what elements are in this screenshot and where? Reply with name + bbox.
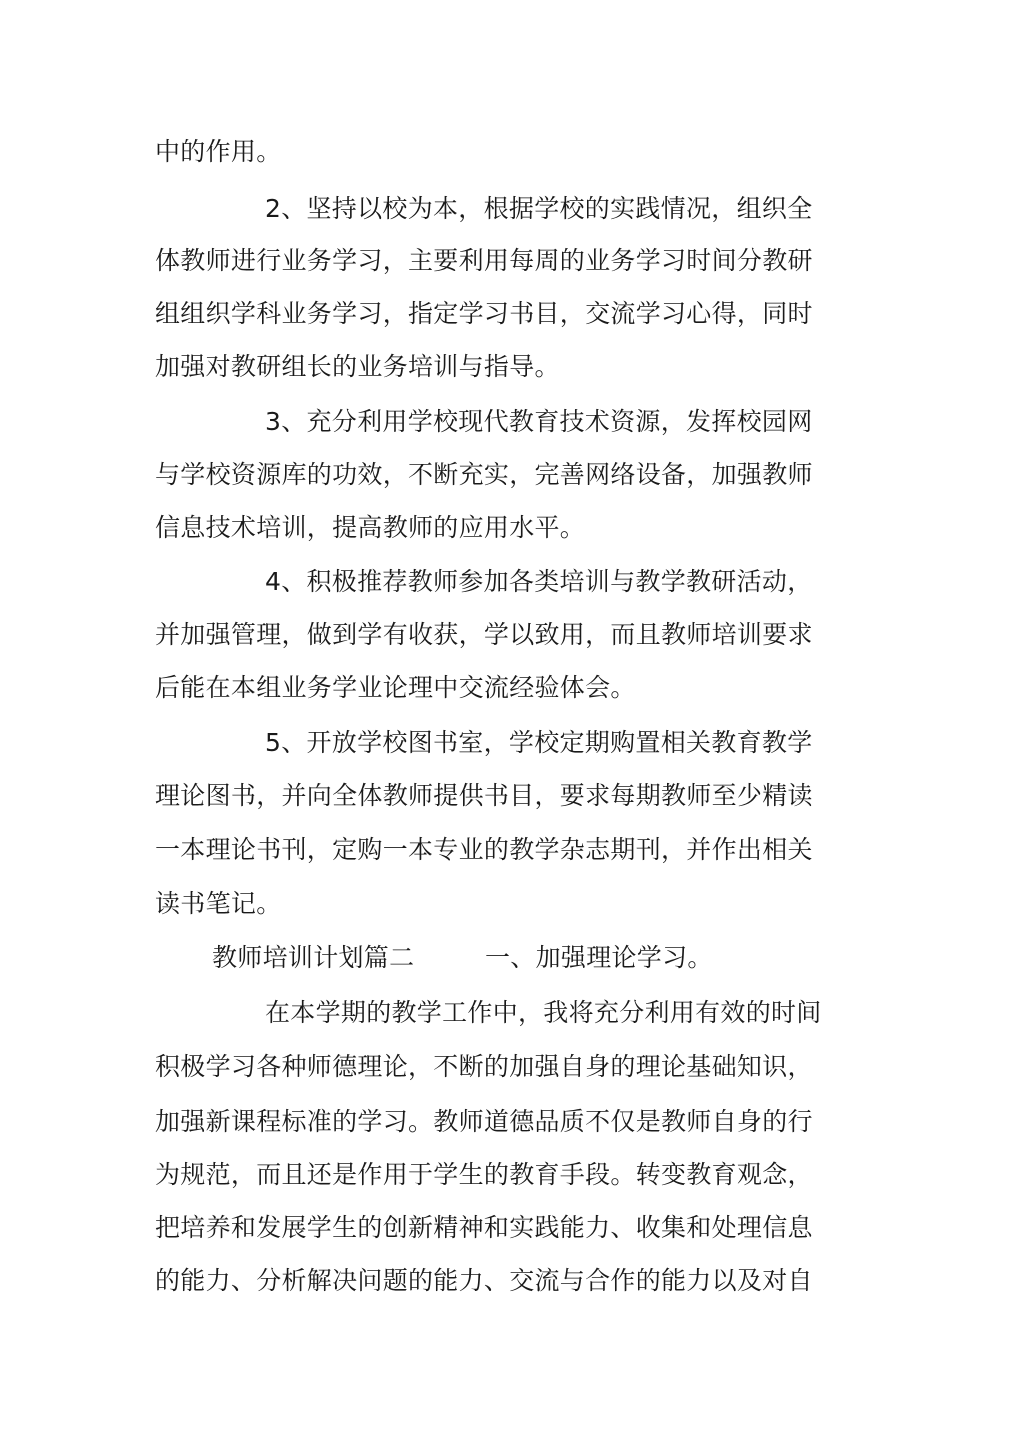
text-line: 为规范，而且还是作用于学生的教育手段。转变教育观念， <box>155 1160 813 1189</box>
paragraph-4-line: 4、积极推荐教师参加各类培训与教学教研活动， <box>265 567 813 596</box>
text-line: 与学校资源库的功效，不断充实，完善网络设备，加强教师 <box>155 460 813 489</box>
text-line: 积极学习各种师德理论，不断的加强自身的理论基础知识， <box>155 1052 813 1081</box>
text-line: 一本理论书刊，定购一本专业的教学杂志期刊，并作出相关 <box>155 835 813 864</box>
paragraph-2-line: 2、坚持以校为本，根据学校的实践情况，组织全 <box>265 194 813 223</box>
text-line: 读书笔记。 <box>155 889 282 918</box>
text-line: 后能在本组业务学业论理中交流经验体会。 <box>155 673 636 702</box>
section-title: 教师培训计划篇二 <box>212 943 415 972</box>
text-line: 理论图书，并向全体教师提供书目，要求每期教师至少精读 <box>155 781 813 810</box>
text-line: 把培养和发展学生的创新精神和实践能力、收集和处理信息 <box>155 1213 813 1242</box>
text-line: 的能力、分析解决问题的能力、交流与合作的能力以及对自 <box>155 1266 813 1295</box>
paragraph-5-line: 5、开放学校图书室，学校定期购置相关教育教学 <box>265 728 813 757</box>
text-line: 加强对教研组长的业务培训与指导。 <box>155 352 560 381</box>
paragraph-line: 在本学期的教学工作中，我将充分利用有效的时间 <box>265 998 822 1027</box>
text-line: 并加强管理，做到学有收获，学以致用，而且教师培训要求 <box>155 620 813 649</box>
text-line: 信息技术培训，提高教师的应用水平。 <box>155 513 586 542</box>
paragraph-3-line: 3、充分利用学校现代教育技术资源，发挥校园网 <box>265 407 813 436</box>
section-subtitle: 一、加强理论学习。 <box>485 943 713 972</box>
text-line: 体教师进行业务学习，主要利用每周的业务学习时间分教研 <box>155 246 813 275</box>
text-line: 中的作用。 <box>155 137 282 166</box>
text-line: 加强新课程标准的学习。教师道德品质不仅是教师自身的行 <box>155 1107 813 1136</box>
text-line: 组组织学科业务学习，指定学习书目，交流学习心得，同时 <box>155 299 813 328</box>
